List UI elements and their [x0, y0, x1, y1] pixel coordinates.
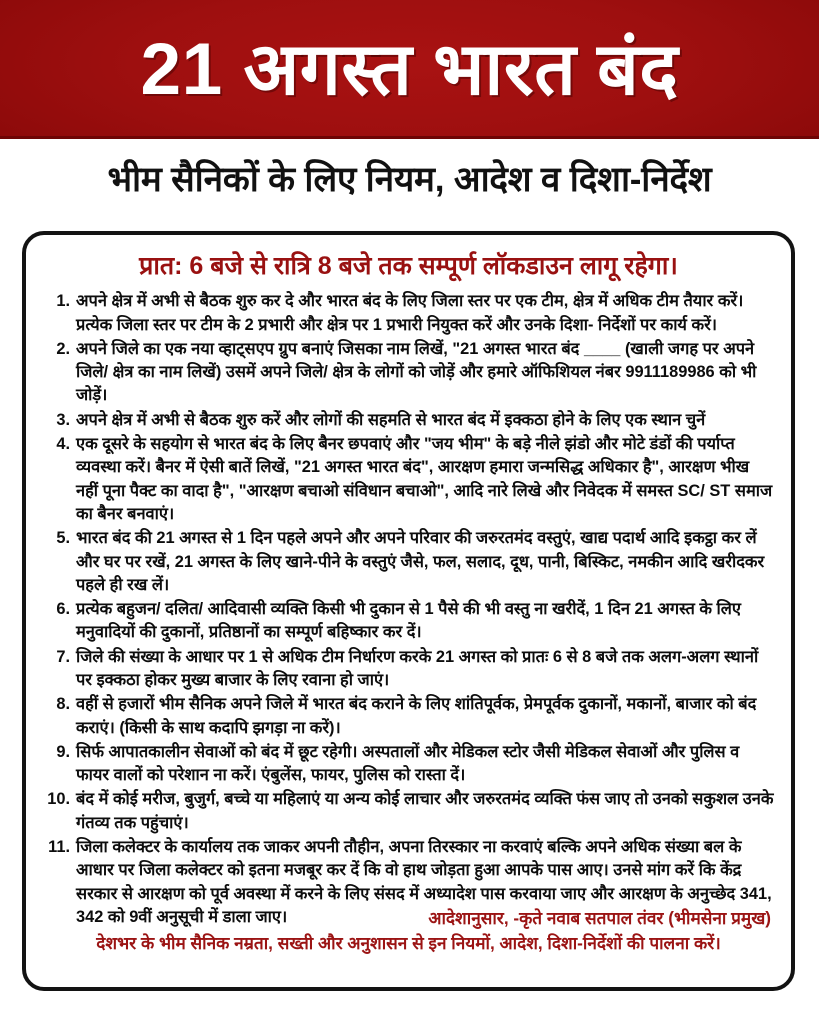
footer-signature: आदेशानुसार, -कृते नवाब सतपाल तंवर (भीमसेना प्रमुख): [428, 908, 771, 929]
rule-item-2: अपने जिले का एक नया व्हाट्सएप ग्रुप बनाएं जिसका नाम लिखें, "21 अगस्त भारत बंद ____ (खाली जगह पर अपने जिले/ क्षेत्र का नाम लिखें) उसमें अपने जिले/ क्षेत्र के लोगों को जोड़ें और हमारे ऑफिशियल नंबर 9911189986 को भी जोड़ें।: [76, 339, 757, 405]
lockdown-heading: प्रात: 6 बजे से रात्रि 8 बजे तक सम्पूर्ण लॉकडाउन लागू रहेगा।: [139, 252, 678, 280]
rule-item-9: सिर्फ आपातकालीन सेवाओं को बंद में छूट रहेगी। अस्पतालों और मेडिकल स्टोर जैसी मेडिकल सेवाओं और पुलिस व फायर वालों को परेशान ना करें। एंबुलेंस, फायर, पुलिस को रास्ता दें।: [76, 742, 740, 785]
rule-item-3: अपने क्षेत्र में अभी से बैठक शुरु करें और लोगों की सहमति से भारत बंद में इक्कठा होने के लिए एक स्थान चुनें: [76, 410, 706, 429]
top-red-banner: [0, 0, 819, 139]
rule-item-1: अपने क्षेत्र में अभी से बैठक शुरु कर दे और भारत बंद के लिए जिला स्तर पर एक टीम, क्षेत्र में अधिक टीम तैयार करें। प्रत्येक जिला स्तर पर टीम के 2 प्रभारी और क्षेत्र पर 1 प्रभारी नियुक्त करें और उनके दिशा- निर्देशों पर कार्य करें।: [76, 292, 744, 334]
subtitle-band: [0, 139, 819, 221]
rules-card: [22, 231, 795, 991]
footer-appeal: देशभर के भीम सैनिक नम्रता, सख्ती और अनुशासन से इन नियमों, आदेश, दिशा-निर्देशों की पालना करें।: [96, 933, 721, 954]
poster-subtitle: भीम सैनिकों के लिए नियम, आदेश व दिशा-निर्देश: [107, 159, 712, 199]
rule-item-11: जिला कलेक्टर के कार्यालय तक जाकर अपनी तौहीन, अपना तिरस्कार ना करवाएं बल्कि अपने अधिक संख्या बल के आधार पर जिला कलेक्टर को इतना मजबूर कर दें कि वो हाथ जोड़ता हुआ आपके पास आए। उनसे मांग करें कि केंद्र सरकार से आरक्षण को पूर्व अवस्था में करने के लिए संसद में अध्यादेश पास करवाया जाए और आरक्षण के अनुच्छेद 341, 342 को 9वीं अनुसूची में डाला जाए।: [76, 838, 772, 926]
rule-item-4: एक दूसरे के सहयोग से भारत बंद के लिए बैनर छपवाएं और "जय भीम" के बड़े नीले झंडो और मोटे डंडों की पर्याप्त व्यवस्था करें। बैनर में ऐसी बातें लिखें, "21 अगस्त भारत बंद", आरक्षण हमारा जन्मसिद्ध अधिकार है", आरक्षण भीख नहीं पूना पैक्ट का वादा है", "आरक्षण बचाओ संविधान बचाओ", आदि नारे लिखे और निवेदक में समस्त SC/ ST समाज का बैनर बनवाएं।: [76, 435, 773, 523]
banner-title: 21 अगस्त भारत बंद: [140, 29, 679, 110]
rule-item-5: भारत बंद की 21 अगस्त से 1 दिन पहले अपने और अपने परिवार की जरुरतमंद वस्तुएं, खाद्य पदार्थ आदि इकट्ठा कर लें और घर पर रखें, 21 अगस्त के लिए खाने-पीने के वस्तुएं जैसे, फल, सलाद, दूध, पानी, बिस्किट, नमकीन आदि खरीदकर पहले ही रख लें।: [76, 529, 765, 594]
rule-item-6: प्रत्येक बहुजन/ दलित/ आदिवासी व्यक्ति किसी भी दुकान से 1 पैसे की भी वस्तु ना खरीदें, 1 दिन 21 अगस्त के लिए मनुवादियों की दुकानों, प्रतिष्ठानों का सम्पूर्ण बहिष्कार कर दें।: [76, 600, 741, 642]
rule-item-10: बंद में कोई मरीज, बुजुर्ग, बच्चे या महिलाएं या अन्य कोई लाचार और जरुरतमंद व्यक्ति फंस जाए तो उनको सकुशल उनके गंतव्य तक पहुंचाएं।: [76, 790, 774, 832]
rule-item-8: वहीं से हजारों भीम सैनिक अपने जिले में भारत बंद कराने के लिए शांतिपूर्वक, प्रेमपूर्वक दुकानों, मकानों, बाजार को बंद कराएं। (किसी के साथ कदापि झगड़ा ना करें)।: [76, 695, 757, 737]
rules-list: [42, 290, 775, 929]
rule-item-7: जिले की संख्या के आधार पर 1 से अधिक टीम निर्धारण करके 21 अगस्त को प्रातः 6 से 8 बजे तक अलग-अलग स्थानों पर इक्कठा होकर मुख्य बाजार के लिए रवाना हो जाएं।: [76, 647, 759, 689]
